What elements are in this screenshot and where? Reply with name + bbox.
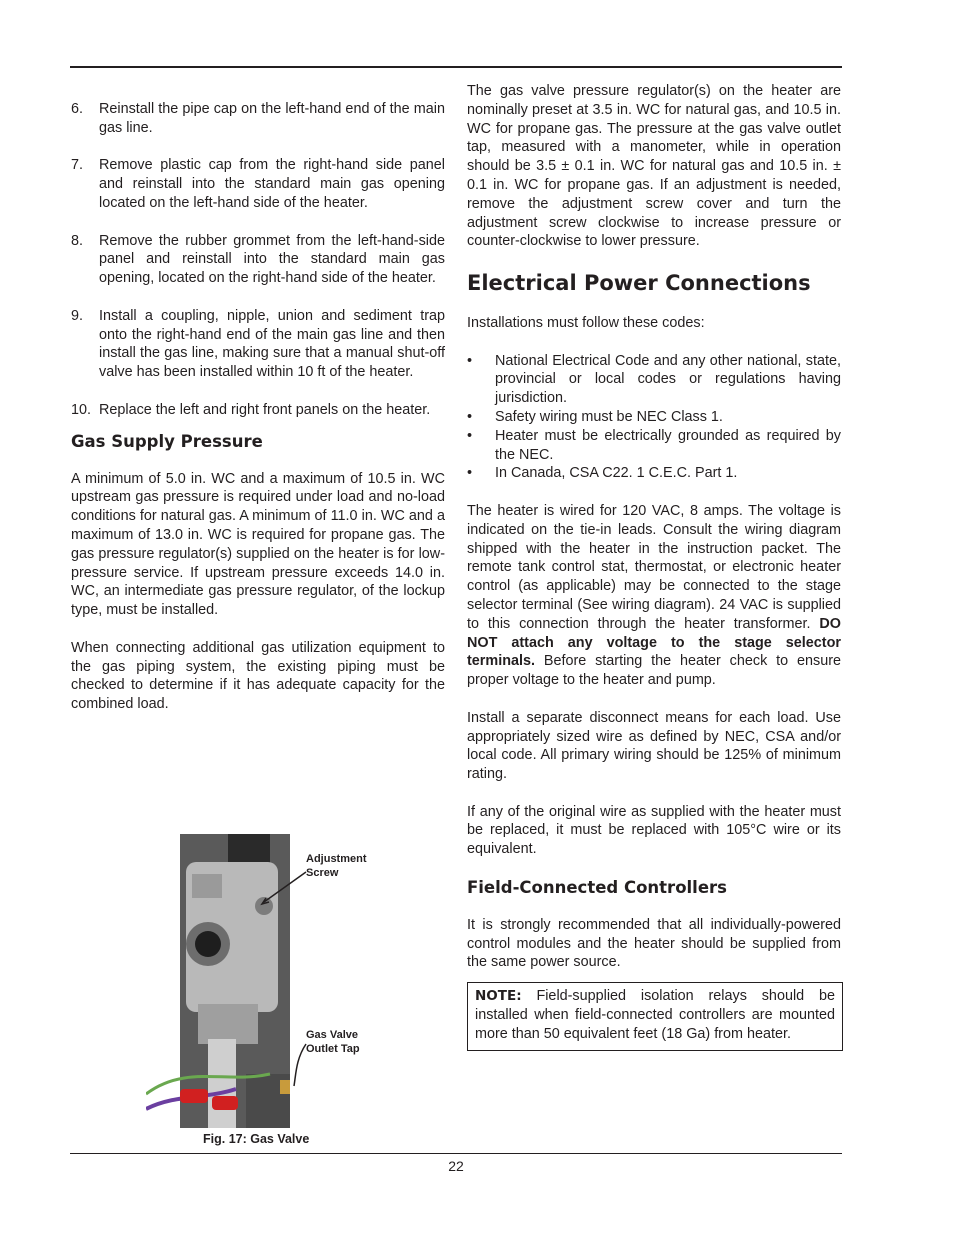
codes-list <box>467 352 841 484</box>
gas-supply-paragraph: A minimum of 5.0 in. WC and a maximum of 10.5 in. WC upstream gas pressure is required under load and no-load conditions for natural gas. A minimum of 11.0 in. WC and a maximum of 13.0 in. WC is required for propane gas. The gas pressure regulator(s) supplied on the heater is for low-pressure service. If upstream pressure exceeds 14.0 in. WC, an intermediate gas pressure regulator, of the lockup type, must be installed. <box>71 470 445 619</box>
page-number: 22 <box>448 1158 464 1174</box>
list-item: 8. Remove the rubber grommet from the left-hand-side panel and reinstall into the standard main gas opening, located on the right-hand side of the heater. <box>71 232 445 287</box>
outlet-label-line2: Outlet Tap <box>306 1043 360 1055</box>
note-box <box>467 982 843 1050</box>
disconnect-paragraph: Install a separate disconnect means for each load. Use appropriately sized wire as defined by NEC, CSA and/or local code. All primary wiring should be 125% of minimum rating. <box>467 709 841 783</box>
adjustment-label-line1: Adjustment <box>306 853 367 865</box>
codes-intro: Installations must follow these codes: <box>467 314 705 331</box>
figure-caption: Fig. 17: Gas Valve <box>203 1132 310 1146</box>
note-text: Field-supplied isolation relays should be installed when field-connected controllers are mounted more than 50 equivalent feet (18 Ga) from heater. <box>475 988 835 1042</box>
outlet-label-line1: Gas Valve <box>306 1029 358 1041</box>
top-rule <box>70 66 842 68</box>
list-item: • National Electrical Code and any other national, state, provincial or local codes or regulations having jurisdiction. <box>467 352 841 407</box>
left-column <box>71 82 445 733</box>
gas-valve-photo <box>146 834 370 1128</box>
list-item: 10. Replace the left and right front panels on the heater. <box>71 401 431 418</box>
wiring-paragraph: The heater is wired for 120 VAC, 8 amps. The voltage is indicated on the tie-in leads. Consult the wiring diagram shipped with the heater in the instruction packet. The remote tank control stat, thermostat, or electronic heater control (as applicable) may be connected to the stage selector terminal (See wiring diagram). 24 VAC is supplied to this connection through the heater transformer. DO NOT attach any voltage to the stage selector terminals. Before starting the heater check to ensure proper voltage to the heater and pump. <box>467 502 841 689</box>
additional-equipment-paragraph: When connecting additional gas utilization equipment to the gas piping system, the existing piping must be checked to determine if it has adequate capacity for the combined load. <box>71 639 445 713</box>
bottom-rule <box>70 1153 842 1154</box>
field-controllers-heading: Field-Connected Controllers <box>467 877 727 897</box>
gas-supply-heading: Gas Supply Pressure <box>71 431 263 451</box>
list-item: • In Canada, CSA C22. 1 C.E.C. Part 1. <box>467 465 738 482</box>
install-steps <box>71 100 445 420</box>
regulator-paragraph: The gas valve pressure regulator(s) on the heater are nominally preset at 3.5 in. WC for natural gas, and 10.5 in. WC for propane gas. The pressure at the gas valve outlet tap, measured with a manometer, while in operation should be 3.5 ± 0.1 in. WC for natural gas and 10.5 in. ± 0.1 in. WC for propane gas. If an adjustment is needed, remove the adjustment screw cover and turn the adjustment screw clockwise to increase pressure or counter-clockwise to lower pressure. <box>467 83 841 250</box>
list-item: 6. Reinstall the pipe cap on the left-hand end of the main gas line. <box>71 101 445 136</box>
list-item: 9. Install a coupling, nipple, union and sediment trap onto the right-hand end of the main gas line and then install the gas line, making sure that a manual shut-off valve has been installed within 10 ft of the heater. <box>71 307 445 381</box>
list-item: 7. Remove plastic cap from the right-hand side panel and reinstall into the standard main gas opening located on the left-hand side of the heater. <box>71 157 445 211</box>
wire-replacement-paragraph: If any of the original wire as supplied with the heater must be replaced, it must be replaced with 105°C wire or its equivalent. <box>467 803 841 858</box>
note-label: NOTE: <box>475 988 522 1005</box>
electrical-heading: Electrical Power Connections <box>467 270 811 295</box>
field-controllers-paragraph: It is strongly recommended that all individually-powered control modules and the heater should be supplied from the same power source. <box>467 916 841 971</box>
adjustment-label-line2: Screw <box>306 867 339 879</box>
list-item: • Heater must be electrically grounded as required by the NEC. <box>467 427 841 463</box>
voltage-warning: DO NOT attach any voltage to the stage selector terminals. <box>467 615 841 670</box>
list-item: • Safety wiring must be NEC Class 1. <box>467 408 723 425</box>
right-column <box>467 82 841 1051</box>
